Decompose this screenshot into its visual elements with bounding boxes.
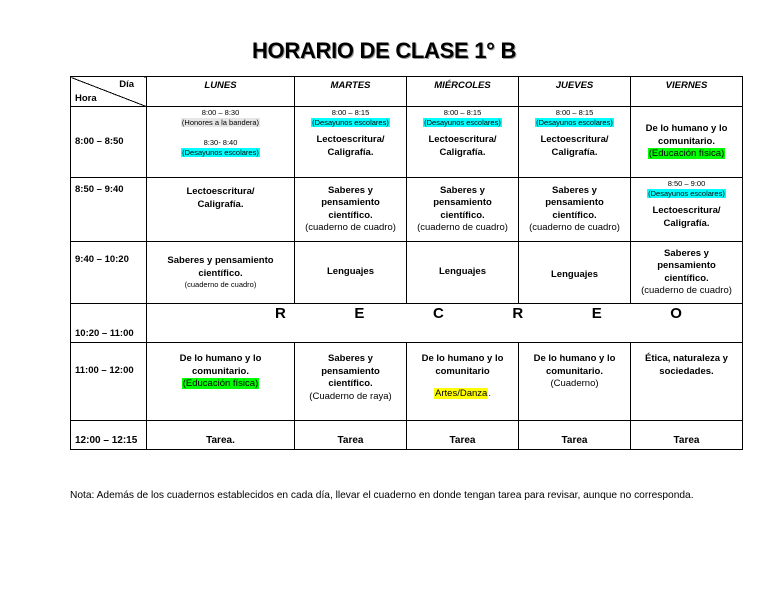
tarea-lunes: Tarea.	[147, 421, 295, 450]
honores-note: (Honores a la bandera)	[181, 118, 260, 127]
subject-line: Caligrafía.	[551, 146, 598, 158]
artes-danza-note: Artes/Danza	[435, 388, 488, 399]
cell-viernes-5	[631, 343, 743, 421]
subject-line: Lectoescritura/	[540, 134, 609, 145]
schedule-row-1	[71, 107, 743, 178]
recreo-letter: E	[591, 305, 602, 322]
time-slot-1: 8:00 – 8:50	[71, 107, 147, 178]
time-slot-3: 9:40 – 10:20	[71, 242, 147, 304]
notebook-note: (cuaderno de cuadro)	[184, 280, 257, 289]
footer-note: Nota: Además de los cuadernos establecidos en cada día, llevar el cuaderno en donde tengan tarea para revisar, aunque no corresponda.	[70, 490, 694, 501]
subject-line: De lo humano y lo	[179, 353, 262, 364]
cell-martes-5	[295, 343, 407, 421]
desayuno-note: (Desayunos escolares)	[312, 118, 389, 127]
time-note: 8:50 – 9:00	[667, 179, 706, 188]
day-header-martes: MARTES	[295, 77, 407, 107]
notebook-note: (cuaderno de cuadro)	[529, 222, 620, 233]
tarea-row	[71, 421, 743, 450]
notebook-note: (cuaderno de cuadro)	[305, 222, 396, 233]
subject-line: Lectoescritura/	[428, 134, 497, 145]
subject-line: Ética, naturaleza y	[645, 353, 728, 364]
recreo-letter: R	[512, 305, 524, 322]
subject-line: sociedades.	[659, 365, 714, 377]
subject-line: Caligrafía.	[439, 146, 486, 158]
day-header-lunes: LUNES	[147, 77, 295, 107]
subject-line: Saberes y	[552, 184, 597, 196]
cell-miercoles-5	[407, 343, 519, 421]
subject-line: comunitario.	[191, 365, 249, 377]
cell-lunes-3	[147, 242, 295, 304]
tarea-jueves: Tarea	[519, 421, 631, 450]
cell-jueves-1	[519, 107, 631, 178]
cell-viernes-2	[631, 178, 743, 242]
subject-line: pensamiento	[545, 197, 604, 208]
desayuno-note: (Desayunos escolares)	[648, 189, 725, 198]
tarea-viernes: Tarea	[631, 421, 743, 450]
schedule-row-5	[71, 343, 743, 421]
subject-line: científico.	[440, 209, 485, 221]
corner-dia-label: Día	[119, 79, 134, 90]
notebook-note: (cuaderno de cuadro)	[417, 222, 508, 233]
cell-martes-2	[295, 178, 407, 242]
cell-viernes-1	[631, 107, 743, 178]
day-header-jueves: JUEVES	[519, 77, 631, 107]
cell-martes-1	[295, 107, 407, 178]
schedule-row-2	[71, 178, 743, 242]
cell-lunes-5	[147, 343, 295, 421]
time-slot-4: 10:20 – 11:00	[71, 304, 147, 343]
notebook-note: (Cuaderno de raya)	[309, 390, 392, 402]
time-note: 8:00 – 8:30	[201, 108, 240, 117]
cell-jueves-5	[519, 343, 631, 421]
recreo-cell	[147, 304, 743, 343]
time-slot-5: 11:00 – 12:00	[71, 343, 147, 421]
subject-line: pensamiento	[321, 197, 380, 208]
subject-line: científico.	[552, 209, 597, 221]
subject-line: comunitario	[435, 365, 490, 377]
cell-miercoles-1	[407, 107, 519, 178]
time-note: 8:00 – 8:15	[555, 108, 594, 117]
cell-martes-3: Lenguajes	[295, 242, 407, 304]
subject-line: Saberes y	[328, 184, 373, 196]
recreo-letter: O	[670, 305, 682, 322]
subject-line: pensamiento	[321, 365, 380, 377]
subject-line: pensamiento	[433, 197, 492, 208]
header-row	[71, 77, 743, 107]
desayuno-note: (Desayunos escolares)	[424, 118, 501, 127]
tarea-miercoles: Tarea	[407, 421, 519, 450]
recreo-letter: R	[275, 305, 286, 322]
subject-line: científico.	[328, 209, 373, 221]
cell-viernes-3	[631, 242, 743, 304]
cell-miercoles-2	[407, 178, 519, 242]
subject-line: científico.	[664, 272, 709, 284]
time-note: 8:00 – 8:15	[443, 108, 482, 117]
corner-hora-label: Hora	[75, 92, 97, 104]
recreo-letter: C	[432, 305, 444, 322]
subject-line: pensamiento	[657, 260, 716, 271]
page-title: HORARIO DE CLASE 1° B	[251, 38, 517, 63]
subject-line: De lo humano y lo	[645, 123, 728, 135]
period-mark: .	[488, 388, 491, 399]
cell-jueves-2	[519, 178, 631, 242]
day-header-miercoles: MIÉRCOLES	[407, 77, 519, 107]
subject-line: De lo humano y lo	[421, 353, 504, 364]
subject-line: Caligrafía.	[663, 217, 710, 229]
educacion-fisica-note: (Educación física)	[648, 148, 725, 160]
cell-lunes-2	[147, 178, 295, 242]
time-note: 8:30- 8:40	[203, 138, 238, 147]
subject-line: Lectoescritura/	[186, 186, 255, 197]
schedule-row-3	[71, 242, 743, 304]
educacion-fisica-note: (Educación física)	[182, 378, 259, 389]
subject-line: Saberes y	[328, 353, 373, 364]
time-slot-2: 8:50 – 9:40	[71, 178, 147, 242]
subject-line: Saberes y pensamiento	[167, 255, 274, 266]
cell-miercoles-3: Lenguajes	[407, 242, 519, 304]
desayuno-note: (Desayunos escolares)	[536, 118, 613, 127]
notebook-note: (Cuaderno)	[550, 378, 599, 389]
subject-line: científico.	[198, 267, 243, 279]
subject-line: Caligrafía.	[327, 146, 374, 158]
tarea-martes: Tarea	[295, 421, 407, 450]
subject-line: Saberes y	[440, 184, 485, 196]
recreo-letter: E	[354, 305, 365, 322]
subject-line: Saberes y	[664, 247, 709, 259]
subject-line: científico.	[328, 378, 373, 389]
day-header-viernes: VIERNES	[631, 77, 743, 107]
subject-line: Caligrafía.	[197, 198, 244, 210]
desayuno-note: (Desayunos escolares)	[182, 148, 259, 157]
subject-line: Lectoescritura/	[316, 134, 385, 145]
subject-line: Lectoescritura/	[652, 205, 721, 216]
subject-line: De lo humano y lo	[533, 353, 616, 364]
schedule-table	[70, 76, 743, 450]
time-note: 8:00 – 8:15	[331, 108, 370, 117]
cell-jueves-3: Lenguajes	[519, 242, 631, 304]
corner-cell	[71, 77, 147, 107]
recreo-row	[71, 304, 743, 343]
cell-lunes-1	[147, 107, 295, 178]
subject-line: comunitario.	[545, 365, 603, 377]
subject-line: comunitario.	[657, 135, 715, 147]
time-slot-6: 12:00 – 12:15	[71, 421, 147, 450]
notebook-note: (cuaderno de cuadro)	[641, 285, 732, 296]
